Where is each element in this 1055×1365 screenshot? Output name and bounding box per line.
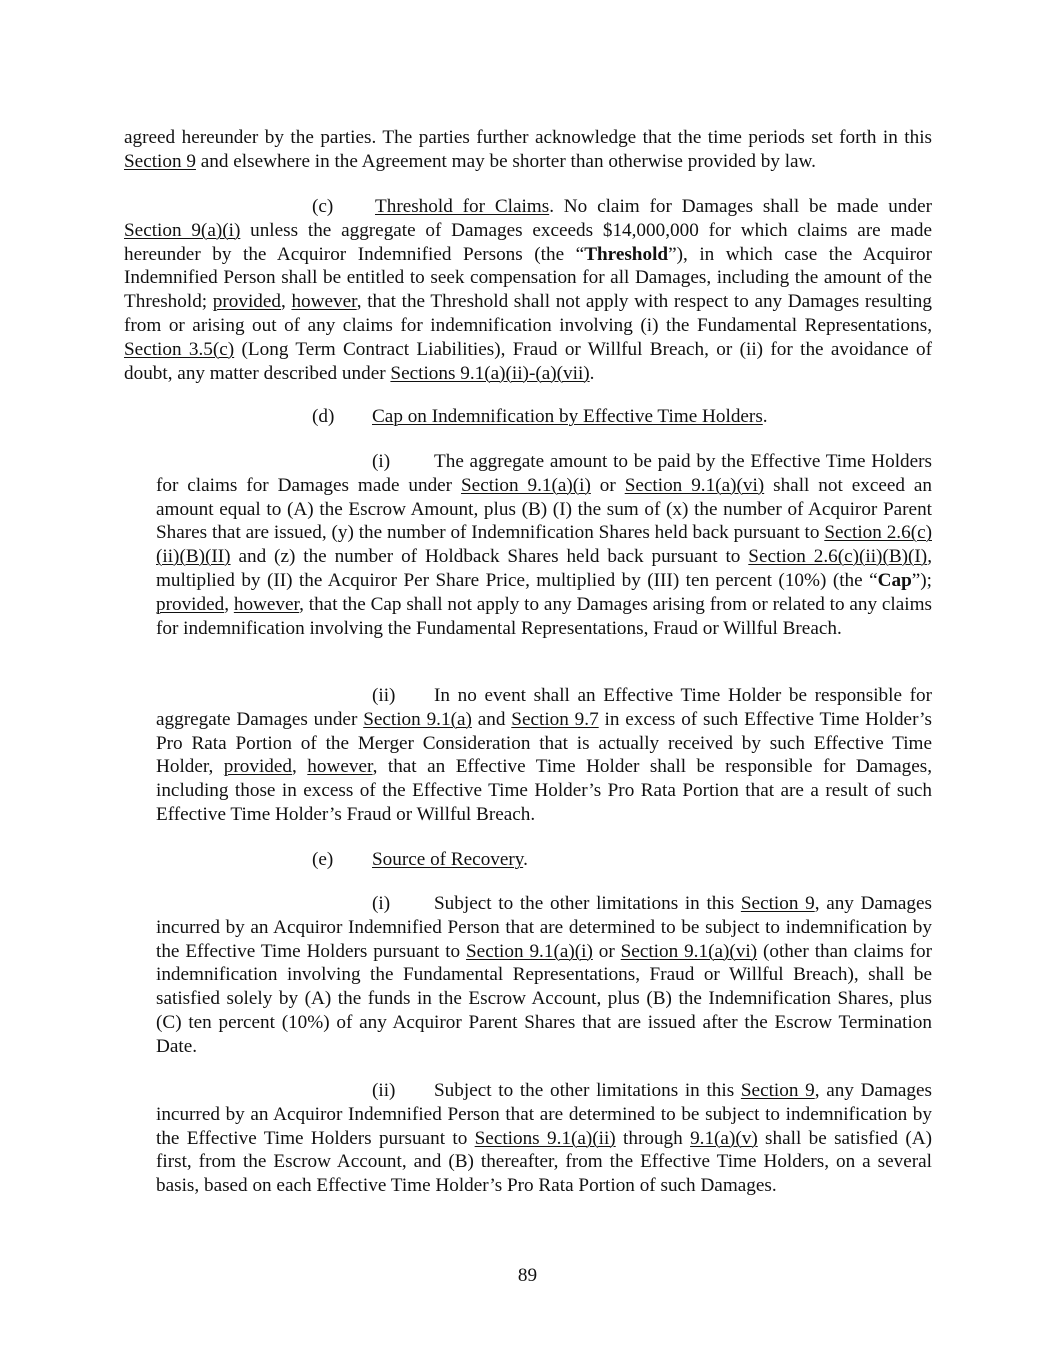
text: , any Damages incurred by an Acquiror Indemnified Person that are determined to be subject to indemnification by the Effective Time Holders pursuant to bbox=[156, 1080, 932, 1149]
section-heading: Source of Recovery bbox=[372, 849, 524, 870]
section-reference: Section 9.1(a)(vi) bbox=[624, 474, 765, 496]
text: , that the Threshold shall not apply with respect to any Damages resulting from or arising out of any claims for indemnification involving (i) the Fundamental Representations, bbox=[124, 291, 932, 336]
text: and (z) the number of Holdback Shares held back pursuant to bbox=[230, 546, 749, 568]
section-heading: Cap on Indemnification by Effective Time Holders bbox=[372, 406, 763, 427]
section-number: (d) bbox=[312, 406, 335, 427]
paragraph-recovery-i bbox=[156, 892, 932, 1059]
section-heading: Threshold for Claims bbox=[375, 196, 550, 217]
however-term: however bbox=[233, 593, 300, 615]
section-reference: Section 9.1(a) bbox=[363, 708, 472, 730]
defined-term: Cap bbox=[877, 569, 912, 591]
text: In no event shall an Effective Time Holder be responsible for aggregate Damages under bbox=[156, 685, 932, 730]
text: in excess of such Effective Time Holder’s Pro Rata Portion of the Merger Consideration that is actually received by such Effective Time Holder, bbox=[156, 708, 932, 778]
text: shall be satisfied (A) first, from the Escrow Account, and (B) thereafter, from the Effective Time Holders, on a several basis, based on each Effective Time Holder’s Pro Rata Portion of such Damages. bbox=[156, 1127, 932, 1197]
paragraph-cap-ii bbox=[156, 684, 932, 827]
subsection-number: (i) bbox=[372, 893, 391, 914]
text: The aggregate amount to be paid by the Effective Time Holders for claims for Damages made under bbox=[156, 451, 932, 496]
subsection-number: (ii) bbox=[372, 685, 396, 706]
text: . bbox=[523, 849, 528, 870]
text: , multiplied by (II) the Acquiror Per Share Price, multiplied by (III) ten percent (10%) (the “ bbox=[156, 546, 932, 591]
section-reference: Section 9 bbox=[740, 893, 815, 914]
section-reference: Sections 9.1(a)(ii)-(a)(vii) bbox=[390, 362, 590, 384]
section-reference: Section 9.1(a)(i) bbox=[461, 474, 591, 496]
text: . bbox=[589, 362, 595, 384]
text: ”); bbox=[911, 569, 932, 591]
heading-source-of-recovery bbox=[312, 848, 932, 872]
text: Subject to the other limitations in this bbox=[434, 893, 741, 914]
defined-term: Threshold bbox=[584, 243, 669, 265]
text: (Long Term Contract Liabilities), Fraud or Willful Breach, or (ii) for the avoidance of doubt, any matter described under bbox=[124, 338, 932, 384]
text: Subject to the other limitations in this bbox=[434, 1080, 741, 1101]
provided-term: provided bbox=[156, 593, 225, 615]
subsection-number: (i) bbox=[372, 451, 391, 472]
text: . bbox=[762, 406, 768, 427]
provided-term: provided bbox=[223, 756, 293, 778]
text: , that an Effective Time Holder shall be responsible for Damages, including those in excess of the Effective Time Holder’s Pro Rata Portion that are a result of such Effective Time Holder’s Fraud or Willful Breach. bbox=[156, 756, 933, 825]
subsection-number: (ii) bbox=[372, 1080, 396, 1101]
paragraph-threshold-for-claims bbox=[124, 195, 932, 385]
text: ”), in which case the Acquiror Indemnified Person shall be entitled to seek compensation for all Damages, including the amount of the Threshold; bbox=[124, 243, 932, 313]
section-reference: 9.1(a)(v) bbox=[690, 1127, 758, 1149]
text: or bbox=[590, 474, 625, 496]
text: and elsewhere in the Agreement may be shorter than otherwise provided by law. bbox=[195, 150, 816, 172]
text: shall not exceed an amount equal to (A) the Escrow Amount, plus (B) (I) the sum of (x) the number of Acquiror Parent Shares that are issued, (y) the number of Indemnification Shares held back pursuant to bbox=[156, 474, 932, 544]
text: , bbox=[281, 291, 292, 313]
section-number: (c) bbox=[312, 196, 334, 217]
text: , any Damages incurred by an Acquiror Indemnified Person that are determined to be subject to indemnification by the Effective Time Holders pursuant to bbox=[156, 893, 932, 962]
text: , that the Cap shall not apply to any Damages arising from or related to any claims for indemnification involving the Fundamental Representations, Fraud or Willful Breach. bbox=[156, 593, 932, 639]
section-reference: Section 9 bbox=[740, 1080, 815, 1101]
section-reference: Section 9.7 bbox=[511, 708, 599, 730]
section-reference: Section 3.5(c) bbox=[124, 338, 235, 360]
section-reference: Section 2.6(c)(ii)(B)(I) bbox=[748, 546, 928, 568]
paragraph-cap-i bbox=[156, 450, 932, 640]
however-term: however bbox=[307, 756, 373, 778]
text: , bbox=[224, 593, 234, 615]
section-reference: Section 2.6(c)(ii)(B)(II) bbox=[156, 522, 932, 568]
text: through bbox=[615, 1127, 691, 1149]
page-number: 89 bbox=[517, 1265, 538, 1286]
however-term: however bbox=[291, 291, 357, 313]
section-reference: Section 9.1(a)(i) bbox=[466, 940, 593, 962]
section-reference: Sections 9.1(a)(ii) bbox=[474, 1127, 616, 1149]
text: or bbox=[592, 940, 621, 962]
provided-term: provided bbox=[212, 291, 281, 313]
section-reference: Section 9.1(a)(vi) bbox=[620, 940, 758, 962]
text: agreed hereunder by the parties. The parties further acknowledge that the time periods set forth in this bbox=[124, 127, 932, 148]
section-number: (e) bbox=[312, 849, 334, 870]
section-reference: Section 9(a)(i) bbox=[124, 219, 241, 241]
text: , bbox=[292, 756, 308, 778]
text: (other than claims for indemnification involving the Fundamental Representations, Fraud or Willful Breach), shall be satisfied solely by (A) the funds in the Escrow Account, plus (B) the Indemnification Shares, plus (C) ten percent (10%) of any Acquiror Parent Shares that are issued after the Escrow Termination Date. bbox=[156, 940, 932, 1057]
paragraph-intro bbox=[124, 126, 932, 174]
text: unless the aggregate of Damages exceeds $14,000,000 for which claims are made hereunder by the Acquiror Indemnified Persons (the “ bbox=[124, 219, 932, 265]
section-reference: Section 9 bbox=[124, 150, 196, 172]
text: . No claim for Damages shall be made under bbox=[549, 196, 932, 217]
text: and bbox=[471, 708, 512, 730]
heading-cap-on-indemnification bbox=[312, 405, 932, 429]
paragraph-recovery-ii bbox=[156, 1079, 932, 1198]
